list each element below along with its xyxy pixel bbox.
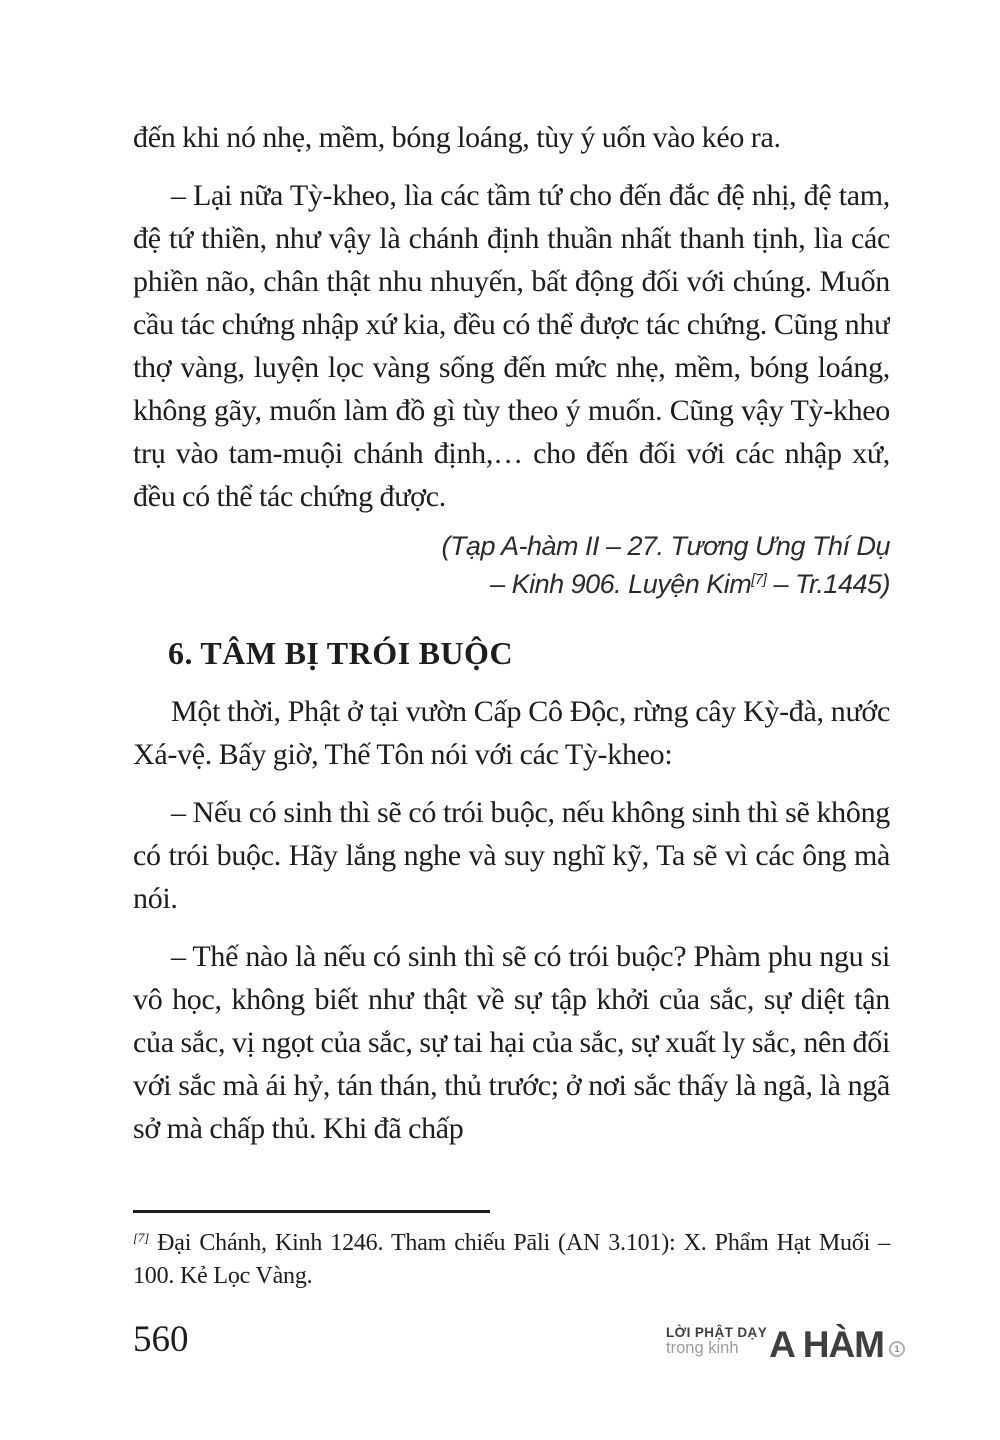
circled-one-icon: 1 <box>889 1341 905 1357</box>
logo-top-line: LỜI PHẬT DẠY <box>666 1325 768 1340</box>
footnote-divider <box>133 1210 490 1213</box>
page-number: 560 <box>133 1319 189 1360</box>
source-citation <box>133 527 890 603</box>
paragraph-binding: – Thế nào là nếu có sinh thì sẽ có trói buộc? Phàm phu ngu si vô học, không biết như thật về sự tập khởi của sắc, sự diệt tận của sắc, vị ngọt của sắc, sự tai hại của sắc, sự xuất ly sắc, nên đối với sắc mà ái hỷ, tán thán, thủ trước; ở nơi sắc thấy là ngã, là ngã sở mà chấp thủ. Khi đã chấp <box>133 940 890 1145</box>
page-body <box>133 116 890 1150</box>
logo-sub-line: trong kinh <box>666 1339 739 1357</box>
footnote-area <box>133 1210 890 1293</box>
citation-line-2 <box>490 569 890 599</box>
footnote-marker: [7] <box>133 1230 150 1245</box>
footnote-reference-mark: [7] <box>751 571 767 588</box>
paragraph-continuation: đến khi nó nhẹ, mềm, bóng loáng, tùy ý uốn vào kéo ra. <box>133 121 781 154</box>
paragraph-gold-refining: – Lại nữa Tỳ-kheo, lìa các tầm tứ cho đến đắc đệ nhị, đệ tam, đệ tứ thiền, như vậy là chánh định thuần nhất thanh tịnh, lìa các phiền não, chân thật nhu nhuyến, bất động đối với chúng. Muốn cầu tác chứng nhập xứ kia, đều có thể được tác chứng. Cũng như thợ vàng, luyện lọc vàng sống đến mức nhẹ, mềm, bóng loáng, không gãy, muốn làm đồ gì tùy theo ý muốn. Cũng vậy Tỳ-kheo trụ vào tam-muội chánh định,… cho đến đối với các nhập xứ, đều có thể tác chứng được. <box>133 179 890 513</box>
logo-title: A HÀM <box>769 1324 884 1365</box>
citation-line-2-text: – Kinh 906. Luyện Kim <box>490 569 752 599</box>
citation-line-1: (Tạp A-hàm II – 27. Tương Ưng Thí Dụ <box>441 531 890 561</box>
paragraph-listen: – Nếu có sinh thì sẽ có trói buộc, nếu không sinh thì sẽ không có trói buộc. Hãy lắng nghe và suy nghĩ kỹ, Ta sẽ vì các ông mà nói. <box>133 796 890 915</box>
footnote-text: Đại Chánh, Kinh 1246. Tham chiếu Pāli (AN 3.101): X. Phẩm Hạt Muối – 100. Kẻ Lọc Vàng. <box>133 1230 890 1289</box>
paragraph-setting: Một thời, Phật ở tại vườn Cấp Cô Độc, rừng cây Kỳ-đà, nước Xá-vệ. Bấy giờ, Thế Tôn nói với các Tỳ-kheo: <box>133 695 890 771</box>
footnote <box>133 1227 890 1293</box>
section-heading: 6. TÂM BỊ TRÓI BUỘC <box>168 635 514 671</box>
page-footer <box>133 1319 905 1365</box>
publisher-logo <box>666 1324 905 1365</box>
logo-small-lines <box>666 1326 767 1356</box>
citation-line-2-page: – Tr.1445) <box>766 569 890 599</box>
